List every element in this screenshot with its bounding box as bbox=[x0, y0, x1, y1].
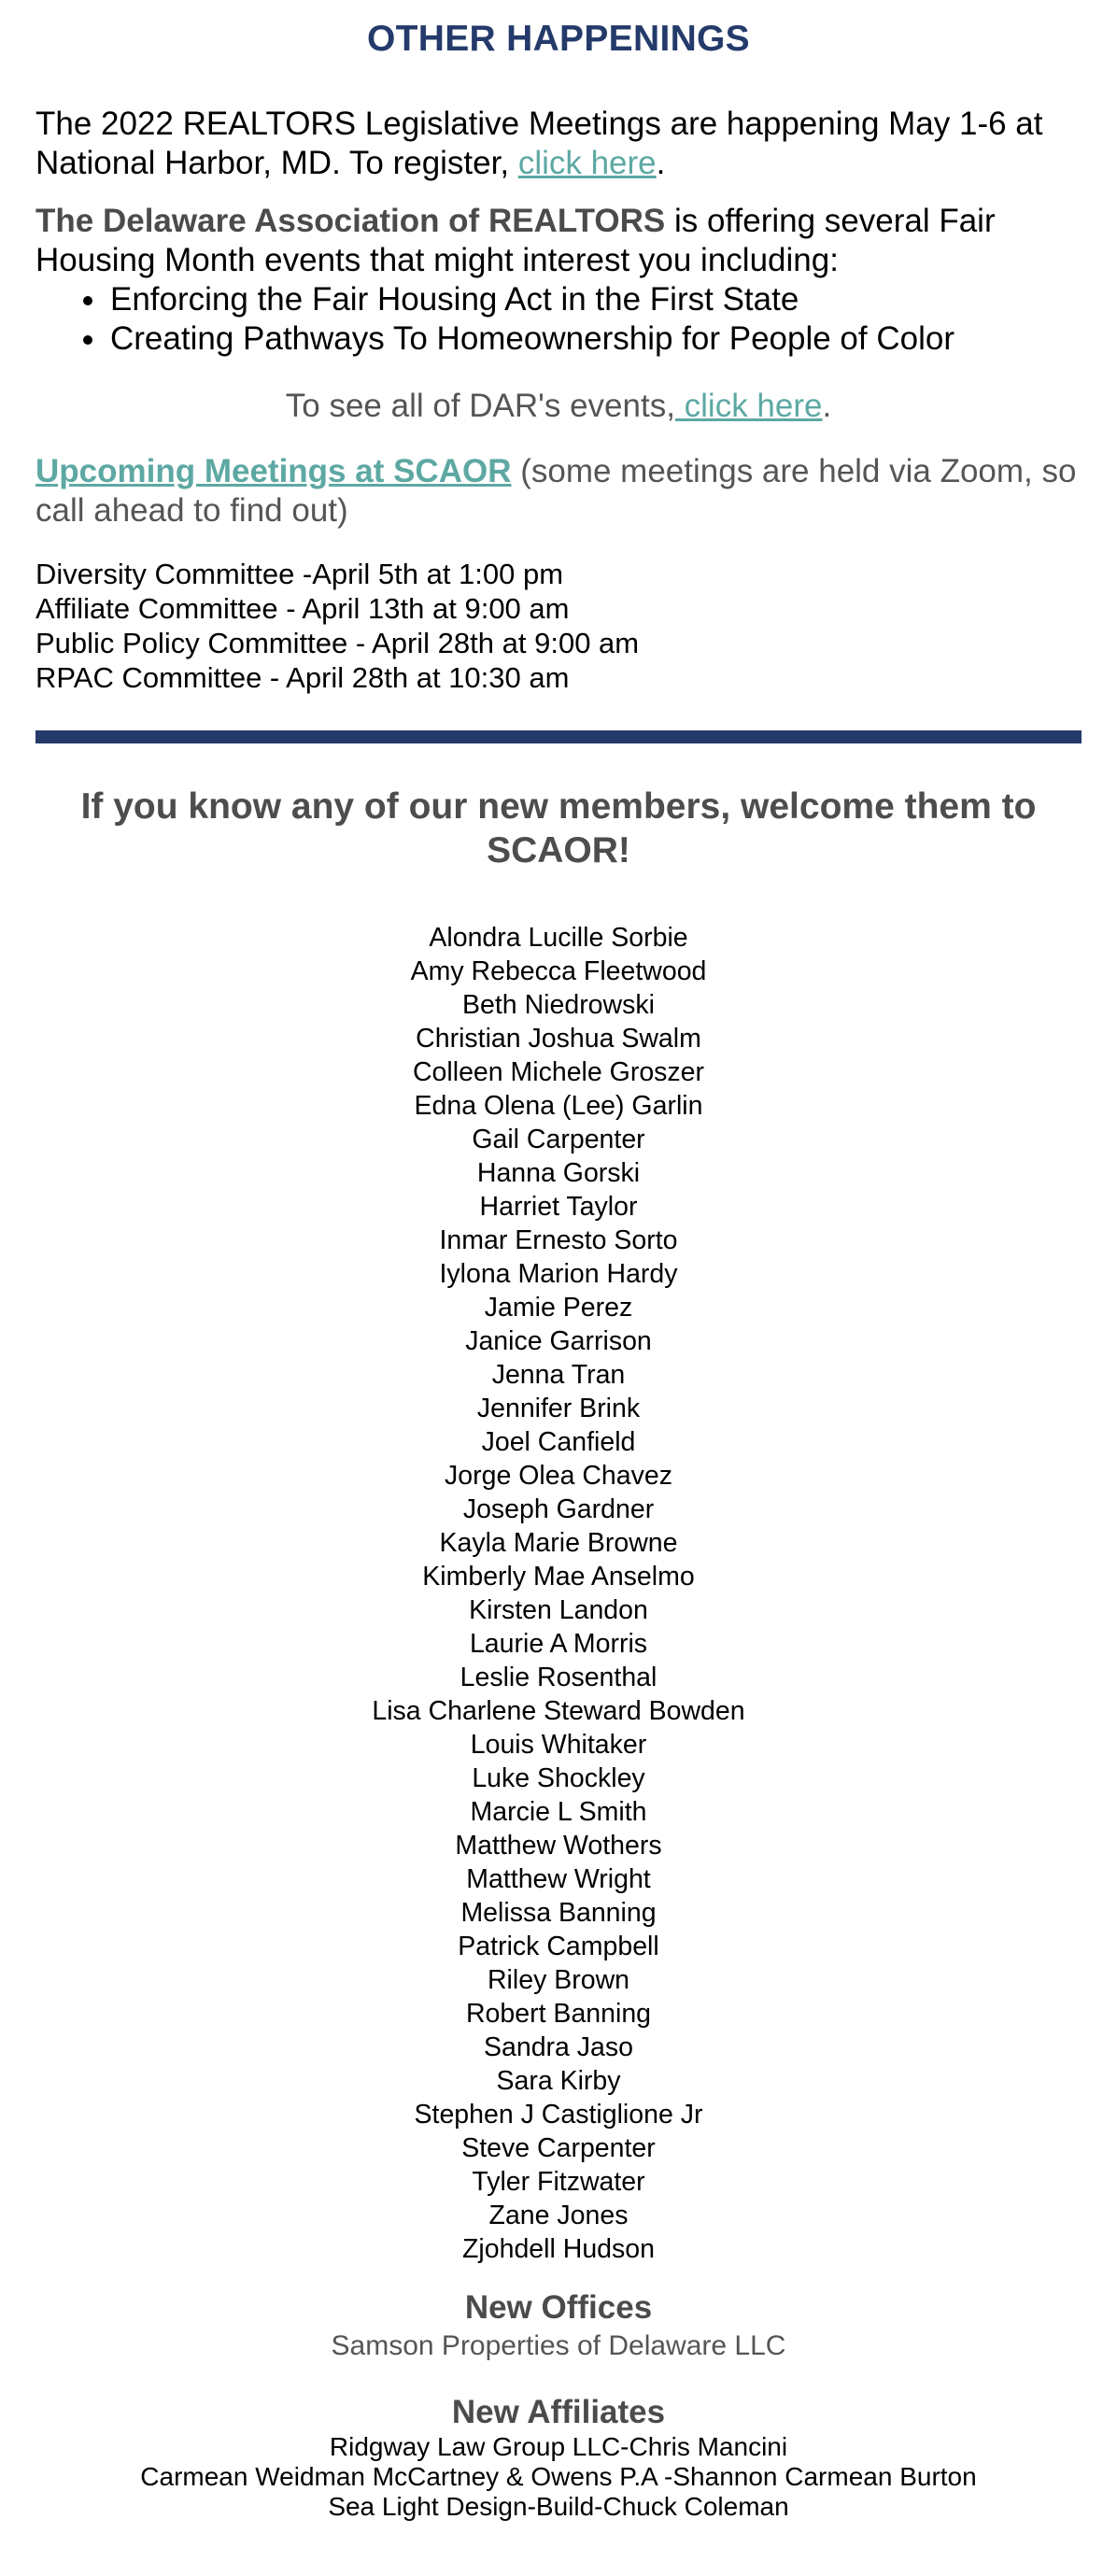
member-name: Colleen Michele Groszer bbox=[412, 1057, 705, 1087]
new-offices-heading: New Offices bbox=[464, 2289, 653, 2326]
list-item: Public Policy Committee - April 28th at 9:00 am bbox=[35, 627, 640, 659]
legislative-register-link[interactable]: click here bbox=[517, 145, 657, 181]
member-name: Melissa Banning bbox=[460, 1898, 657, 1928]
member-name: Janice Garrison bbox=[465, 1326, 652, 1356]
list-item: Diversity Committee -April 5th at 1:00 pm bbox=[35, 558, 564, 590]
upcoming-meetings-link[interactable]: Upcoming Meetings at SCAOR bbox=[35, 453, 512, 489]
member-name: Tyler Fitzwater bbox=[472, 2167, 645, 2197]
list-item: Sea Light Design-Build-Chuck Coleman bbox=[328, 2492, 789, 2521]
member-name: Matthew Wothers bbox=[455, 1831, 662, 1861]
member-name: Stephen J Castiglione Jr bbox=[414, 2100, 703, 2130]
member-name: Marcie L Smith bbox=[470, 1797, 647, 1827]
member-name: Robert Banning bbox=[465, 1999, 652, 2029]
list-item: • Creating Pathways To Homeownership for People of Color bbox=[108, 319, 1082, 359]
member-name: Joseph Gardner bbox=[462, 1494, 655, 1524]
dar-description: is offering several Fair Housing Month events that might interest you including: bbox=[35, 203, 996, 278]
member-name: Jamie Perez bbox=[484, 1293, 633, 1323]
new-affiliates-heading: New Affiliates bbox=[451, 2394, 666, 2430]
member-name: Lisa Charlene Steward Bowden bbox=[372, 1696, 745, 1726]
legislative-paragraph bbox=[35, 105, 1082, 183]
dar-see-all bbox=[35, 387, 1082, 426]
member-name: Luke Shockley bbox=[472, 1763, 645, 1793]
dar-paragraph bbox=[35, 202, 1082, 280]
meetings-list bbox=[35, 557, 1082, 695]
member-name: Kirsten Landon bbox=[469, 1595, 648, 1625]
member-name: Leslie Rosenthal bbox=[460, 1663, 657, 1692]
list-item: • Enforcing the Fair Housing Act in the First State bbox=[108, 280, 1082, 319]
member-name: Steve Carpenter bbox=[461, 2133, 656, 2163]
member-name: Joel Canfield bbox=[481, 1427, 636, 1457]
member-name: Louis Whitaker bbox=[470, 1730, 647, 1760]
legislative-period: . bbox=[656, 145, 666, 181]
member-name: Riley Brown bbox=[487, 1965, 630, 1995]
new-affiliates-list bbox=[35, 2432, 1082, 2522]
member-name: Zane Jones bbox=[488, 2201, 629, 2230]
member-name: Beth Niedrowski bbox=[462, 990, 655, 1020]
meetings-header bbox=[35, 452, 1082, 531]
new-members-list bbox=[35, 921, 1082, 2266]
dar-events-link[interactable]: click here bbox=[674, 388, 823, 424]
member-name: Sara Kirby bbox=[496, 2066, 621, 2096]
member-name: Amy Rebecca Fleetwood bbox=[410, 956, 707, 986]
member-name: Jenna Tran bbox=[491, 1360, 626, 1390]
member-name: Jennifer Brink bbox=[476, 1394, 641, 1423]
dar-name: The Delaware Association of REALTORS bbox=[35, 203, 666, 239]
member-name: Laurie A Morris bbox=[469, 1629, 648, 1659]
dar-see-all-text: To see all of DAR's events, bbox=[285, 388, 675, 424]
member-name: Alondra Lucille Sorbie bbox=[429, 923, 688, 953]
meetings-note: (some meetings are held via Zoom, so call ahead to find out) bbox=[35, 453, 1077, 529]
member-name: Sandra Jaso bbox=[483, 2032, 634, 2062]
member-name: Kayla Marie Browne bbox=[439, 1528, 678, 1558]
list-item: Samson Properties of Delaware LLC bbox=[331, 2330, 786, 2361]
list-item: Carmean Weidman McCartney & Owens P.A -Shannon Carmean Burton bbox=[140, 2462, 977, 2491]
member-name: Zjohdell Hudson bbox=[462, 2234, 655, 2264]
member-name: Matthew Wright bbox=[466, 1864, 651, 1894]
member-name: Gail Carpenter bbox=[472, 1125, 645, 1154]
section-title: OTHER HAPPENINGS bbox=[366, 19, 750, 59]
list-item: Ridgway Law Group LLC-Chris Mancini bbox=[329, 2432, 788, 2461]
member-name: Patrick Campbell bbox=[458, 1932, 659, 1961]
member-name: Iylona Marion Hardy bbox=[439, 1259, 678, 1289]
member-name: Jorge Olea Chavez bbox=[445, 1461, 672, 1491]
list-item: RPAC Committee - April 28th at 10:30 am bbox=[35, 661, 570, 694]
member-name: Hanna Gorski bbox=[476, 1158, 641, 1188]
member-name: Edna Olena (Lee) Garlin bbox=[414, 1091, 703, 1121]
member-name: Kimberly Mae Anselmo bbox=[422, 1562, 695, 1592]
section-divider bbox=[35, 730, 1082, 743]
dar-see-all-period: . bbox=[822, 388, 832, 424]
list-item: Affiliate Committee - April 13th at 9:00 am bbox=[35, 592, 570, 625]
member-name: Harriet Taylor bbox=[479, 1192, 638, 1222]
legislative-text: The 2022 REALTORS Legislative Meetings are happening May 1-6 at National Harbor, MD. To register, bbox=[35, 106, 1043, 181]
welcome-heading: If you know any of our new members, welcome them to SCAOR! bbox=[80, 786, 1037, 870]
member-name: Christian Joshua Swalm bbox=[416, 1024, 701, 1054]
dar-events-list bbox=[35, 280, 1082, 359]
member-name: Inmar Ernesto Sorto bbox=[439, 1225, 678, 1255]
